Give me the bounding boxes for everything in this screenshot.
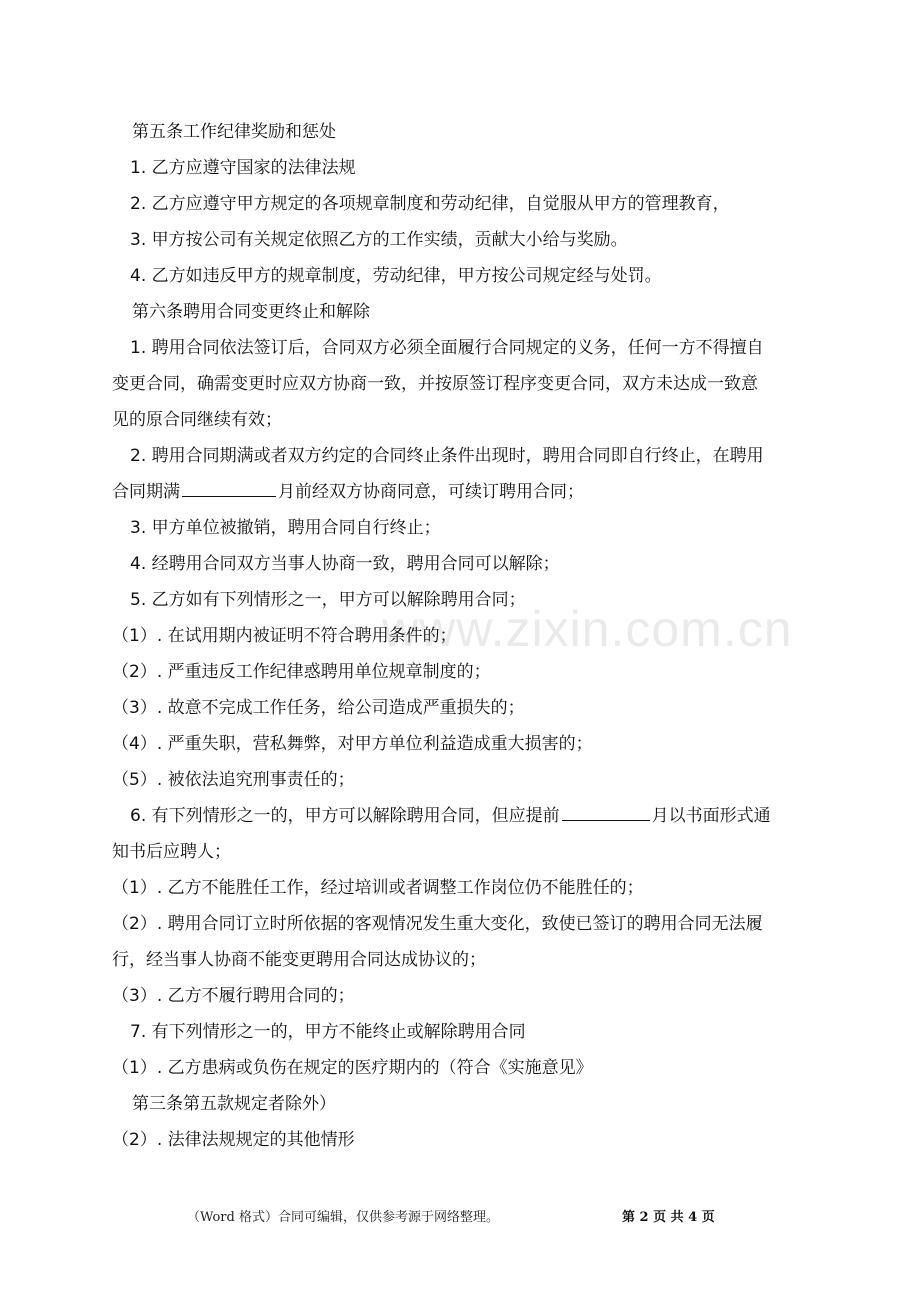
- sub-clause-text: （1）. 在试用期内被证明不符合聘用条件的；: [112, 626, 457, 646]
- clause-text: 3. 甲方单位被撤销，聘用合同自行终止；: [130, 518, 441, 538]
- clause-text: 3. 甲方按公司有关规定依照乙方的工作实绩，贡献大小给与奖励。: [130, 230, 628, 250]
- clause-text: 变更合同，确需变更时应双方协商一致，并按原签订程序变更合同，双方未达成一致意: [112, 374, 758, 394]
- sub-clause-text: （2）. 严重违反工作纪律惑聘用单位规章制度的；: [112, 662, 491, 682]
- clause-text: 2. 聘用合同期满或者双方约定的合同终止条件出现时，聘用合同即自行终止，在聘用: [130, 446, 764, 466]
- sub-clause-text: （1）. 乙方不能胜任工作，经过培训或者调整工作岗位仍不能胜任的；: [112, 878, 644, 898]
- clause-text: 1. 乙方应遵守国家的法律法规: [130, 158, 356, 178]
- sub-clause-text: 行，经当事人协商不能变更聘用合同达成协议的；: [112, 950, 486, 970]
- clause-text: 5. 乙方如有下列情形之一，甲方可以解除聘用合同；: [130, 590, 526, 610]
- clause-text-with-blank: [112, 474, 812, 510]
- section-heading: 第五条工作纪律奖励和惩处: [132, 122, 336, 142]
- clause-text: 见的原合同继续有效；: [112, 410, 282, 430]
- clause-text: 1. 聘用合同依法签订后，合同双方必须全面履行合同规定的义务，任何一方不得擅自: [130, 338, 764, 358]
- clause-text-part: 合同期满: [112, 482, 180, 502]
- sub-clause-text: （3）. 乙方不履行聘用合同的；: [112, 986, 355, 1006]
- fill-in-blank[interactable]: [562, 806, 650, 821]
- clause-text-part: 6. 有下列情形之一的，甲方可以解除聘用合同，但应提前: [130, 806, 560, 826]
- sub-clause-text: 第三条第五款规定者除外）: [132, 1094, 336, 1114]
- sub-clause-text: （4）. 严重失职，营私舞弊，对甲方单位利益造成重大损害的；: [112, 734, 593, 754]
- clause-text-with-blank: [112, 798, 812, 834]
- clause-text-part: 月前经双方协商同意，可续订聘用合同；: [278, 482, 584, 502]
- sub-clause-text: （5）. 被依法追究刑事责任的；: [112, 770, 355, 790]
- clause-text-part: 月以书面形式通: [651, 806, 771, 826]
- watermark: www.zixin.com.cn: [382, 601, 793, 657]
- sub-clause-text: （3）. 故意不完成工作任务，给公司造成严重损失的；: [112, 698, 525, 718]
- clause-text: 2. 乙方应遵守甲方规定的各项规章制度和劳动纪律，自觉服从甲方的管理教育，: [130, 194, 730, 214]
- sub-clause-text: （2）. 法律法规规定的其他情形: [112, 1130, 355, 1150]
- page-footer: [0, 1206, 920, 1226]
- footer-note: （Word 格式）合同可编辑，仅供参考源于网络整理。: [187, 1210, 499, 1225]
- clause-text: 7. 有下列情形之一的，甲方不能终止或解除聘用合同: [130, 1022, 526, 1042]
- section-heading: 第六条聘用合同变更终止和解除: [132, 302, 370, 322]
- sub-clause-text: （1）. 乙方患病或负伤在规定的医疗期内的（符合《实施意见》: [112, 1058, 593, 1078]
- sub-clause-text: （2）. 聘用合同订立时所依据的客观情况发生重大变化，致使已签订的聘用合同无法履: [112, 914, 763, 934]
- clause-text: 4. 乙方如违反甲方的规章制度，劳动纪律，甲方按公司规定经与处罚。: [130, 266, 662, 286]
- clause-text: 4. 经聘用合同双方当事人协商一致，聘用合同可以解除；: [130, 554, 560, 574]
- clause-text: 知书后应聘人；: [112, 842, 231, 862]
- page-number: 第 2 页 共 4 页: [622, 1210, 715, 1225]
- fill-in-blank[interactable]: [182, 482, 276, 497]
